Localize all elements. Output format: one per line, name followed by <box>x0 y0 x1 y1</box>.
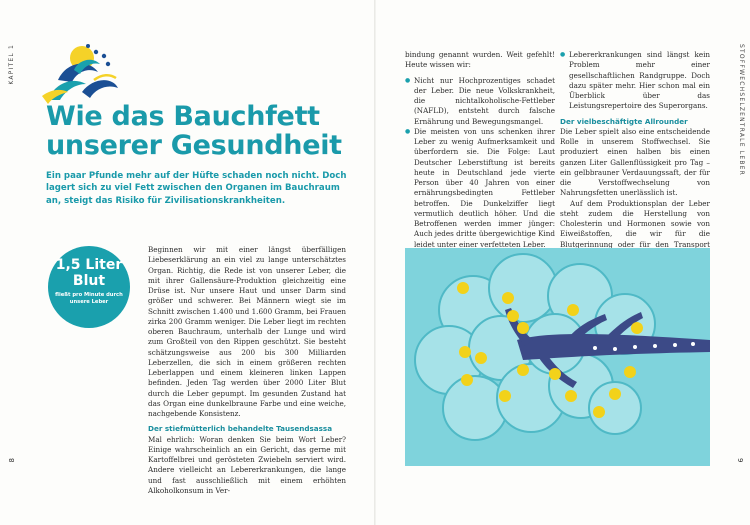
paragraph: Beginnen wir mit einer längst überfälligen Liebeserklärung an ein viel zu lange unterschätztes Organ. Richtig, die Rede ist von unserer Leber, die mit ihrer Gallensäure-Produktion gleichzeitig eine Drüse ist. Nur unsere Haut und unser Darm sind größer und schwerer. Bei Männern wiegt sie im Schnitt zwischen 1.400 und 1.600 Gramm, bei Frauen zirka 200 Gramm weniger. Die Leber liegt im rechten oberen Bauchraum, unterhalb der Lunge und wird zum Großteil von den Rippen geschützt. Sie besteht schätzungsweise aus 200 bis 300 Milliarden Leberzellen, die sich in einem größeren rechten Leberlappen und einem kleineren linken Lappen befinden. Jeden Tag werden über 2000 Liter Blut durch die Leber gepumpt. Im gesunden Zustand hat das Organ eine dunkelbraune Farbe und eine weiche, nachgebende Konsistenz. <box>148 245 346 418</box>
liver-tree-fat-illustration-icon <box>405 248 710 466</box>
page-number-left: 8 <box>8 458 16 463</box>
paragraph: Auf dem Produktionsplan der Leber steht zudem die Herstellung von Cholesterin und Hormonen sowie von Eiweißstoffen, die wir für die Blutgerinnung oder für den Transport <box>560 198 710 249</box>
bullet-item: ● Die meisten von uns schenken ihrer Leber zu wenig Aufmerksamkeit und überfordern sie. Die Folge: Laut Deutscher Leberstiftung ist bereits heute in Deutschland jede vierte Person über 40 Jahren von einer ernährungsbedingten Fettleber betroffen. Die Dunkelziffer liegt vermutlich deutlich höher. Und die Betroffenen werden immer jünger: Auch jedes dritte übergewichtige Kind leidet unter einer verfetteten Leber. <box>405 126 555 249</box>
callout-value: 1,5 Liter Blut <box>55 257 123 289</box>
bullet-dot-icon: ● <box>405 127 411 135</box>
gutter <box>374 0 376 525</box>
paragraph: Die Leber spielt also eine entscheidende Rolle in unserem Stoffwechsel. Sie produziert einen halben bis einen ganzen Liter Gallenflüssigkeit pro Tag – ein gelbbrauner Verdauungssaft, der für die Verstoffwechselung von Nahrungsfetten unerlässlich ist. <box>560 126 710 198</box>
page-number-right: 9 <box>736 458 744 463</box>
chapter-label: KAPITEL 1 <box>8 44 15 85</box>
lead-paragraph: Ein paar Pfunde mehr auf der Hüfte schaden noch nicht. Doch lagert sich zu viel Fett zwischen den Organen im Bauchraum an, steigt das Risiko für Zivilisationskrankheiten. <box>46 171 347 206</box>
bullet-item: ● Nicht nur Hochprozentiges schadet der Leber. Die neue Volkskrankheit, die nichtalkoholische-Fettleber (NAFLD), entsteht durch falsche Ernährung und Bewegungsmangel. <box>405 75 555 126</box>
column-right <box>560 50 710 260</box>
paisley-flower-ornament-icon <box>38 40 122 104</box>
paragraph: bindung genannt wurden. Weit gefehlt! Heute wissen wir: <box>405 50 555 70</box>
running-header: STOFFWECHSELZENTRALE LEBER <box>738 44 745 177</box>
paragraph: Mal ehrlich: Woran denken Sie beim Wort Leber? Einige wahrscheinlich an ein Gericht, das gerne mit Kartoffelbrei und gerösteten Zwiebeln serviert wird. Andere vielleicht an Lebererkrankungen, die lange und fast ausschließlich mit einem erhöhten Alkoholkonsum in Ver- <box>148 434 346 495</box>
callout-caption: fließt pro Minute durch unsere Leber <box>55 292 123 305</box>
section-heading: Der stiefmütterlich behandelte Tausendsassa <box>148 424 333 434</box>
bullet-item: ● Lebererkrankungen sind längst kein Problem mehr einer gesellschaftlichen Randgruppe. Doch dazu später mehr. Hier schon mal ein Überblick über das Leistungsrepertoire des Superorgans. <box>560 50 710 111</box>
section-heading: Der vielbeschäftigte Allrounder <box>560 116 688 126</box>
column-left <box>148 245 346 496</box>
callout-circle <box>48 246 130 328</box>
page-title: Wie das Bauchfett unserer Gesundheit <box>46 101 342 161</box>
bullet-dot-icon: ● <box>405 76 411 84</box>
column-middle <box>405 50 555 250</box>
bullet-dot-icon: ● <box>560 51 566 58</box>
